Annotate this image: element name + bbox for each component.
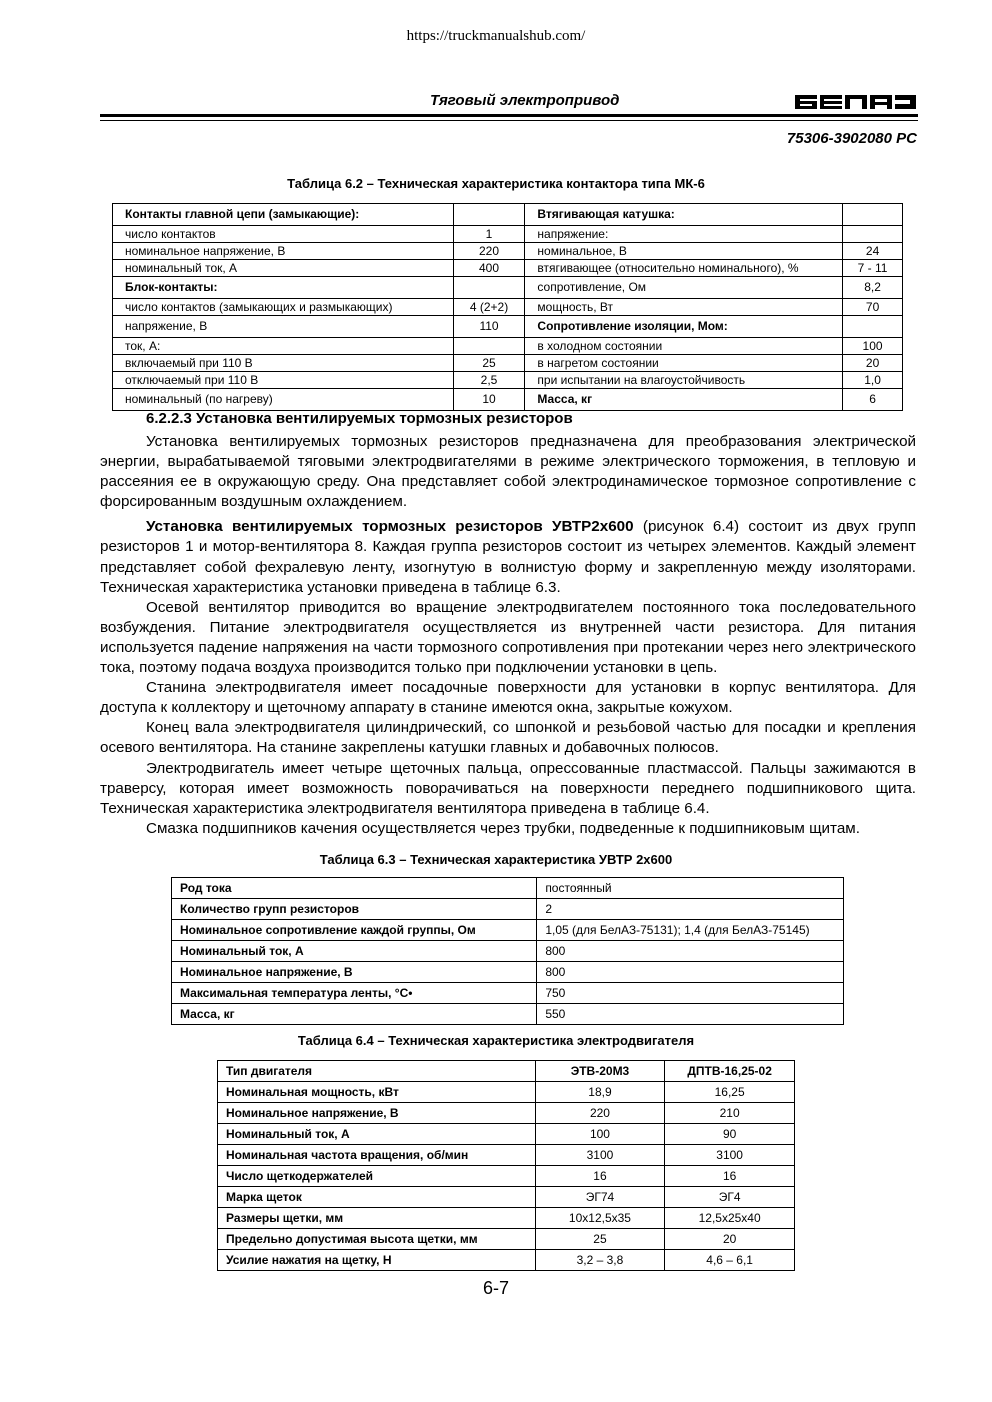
- param-value: [843, 204, 903, 226]
- table-row: [218, 1082, 795, 1103]
- param-value: 10х12,5х35: [535, 1208, 665, 1229]
- table-6-3-caption: Таблица 6.3 – Техническая характеристика УВТР 2х600: [319, 852, 673, 867]
- param-name: номинальное напряжение, В: [113, 243, 454, 260]
- header-rule-thick: [100, 114, 918, 117]
- param-value: [843, 226, 903, 243]
- table-row: [218, 1145, 795, 1166]
- param-value: 20: [665, 1229, 795, 1250]
- param-value: ЭГ4: [665, 1187, 795, 1208]
- table-header-row: [218, 1061, 795, 1082]
- param-name: Количество групп резисторов: [172, 899, 537, 920]
- param-name: номинальный ток, А: [113, 260, 454, 277]
- param-name: номинальный (по нагреву): [113, 389, 454, 411]
- table-row: [218, 1250, 795, 1271]
- param-value: 750: [537, 983, 844, 1004]
- param-value: 6: [843, 389, 903, 411]
- section-body: [100, 432, 916, 839]
- param-value: 110: [453, 316, 525, 338]
- table-row: [172, 983, 844, 1004]
- param-value: 10: [453, 389, 525, 411]
- table-row: [218, 1166, 795, 1187]
- param-value: 12,5х25х40: [665, 1208, 795, 1229]
- table-row: [113, 355, 903, 372]
- table-row: [218, 1229, 795, 1250]
- param-name: Номинальный ток, А: [218, 1124, 536, 1145]
- column-header: ДПТВ-16,25-02: [665, 1061, 795, 1082]
- table-row: [113, 260, 903, 277]
- param-value: [453, 277, 525, 299]
- param-name: Предельно допустимая высота щетки, мм: [218, 1229, 536, 1250]
- table-row: [172, 962, 844, 983]
- paragraph-2: [100, 517, 916, 597]
- table-6-4: [217, 1060, 795, 1271]
- column-header: ЭТВ-20М3: [535, 1061, 665, 1082]
- param-name: Род тока: [172, 878, 537, 899]
- param-value: 2,5: [453, 372, 525, 389]
- table-row: [172, 1004, 844, 1025]
- param-name: номинальное, В: [525, 243, 843, 260]
- param-name: Масса, кг: [525, 389, 843, 411]
- param-value: 20: [843, 355, 903, 372]
- param-name: при испытании на влагоустойчивость: [525, 372, 843, 389]
- table-row: [113, 277, 903, 299]
- param-name: число контактов (замыкающих и размыкающих): [113, 299, 454, 316]
- param-value: 220: [535, 1103, 665, 1124]
- document-number: 75306-3902080 РС: [786, 130, 917, 147]
- param-name: Номинальное сопротивление каждой группы, Ом: [172, 920, 537, 941]
- page-number: 6-7: [482, 1278, 509, 1298]
- param-value: 3100: [665, 1145, 795, 1166]
- table-row: [172, 920, 844, 941]
- param-value: 4 (2+2): [453, 299, 525, 316]
- param-value: [843, 316, 903, 338]
- belaz-logo: [795, 95, 916, 109]
- param-name: сопротивление, Ом: [525, 277, 843, 299]
- table-row: [113, 372, 903, 389]
- param-name: втягивающее (относительно номинального), %: [525, 260, 843, 277]
- table-row: [113, 338, 903, 355]
- param-value: 1,0: [843, 372, 903, 389]
- table-row: [113, 243, 903, 260]
- paragraph-7: Смазка подшипников качения осуществляется через трубки, подведенные к подшипниковым щитам.: [146, 819, 860, 837]
- paragraph-4: Станина электродвигателя имеет посадочные поверхности для установки в корпус вентилятора. Для доступа к коллектору и щеточному аппарату в станине имеются окна, закрытые кожухом.: [100, 679, 916, 717]
- param-name: Номинальная частота вращения, об/мин: [218, 1145, 536, 1166]
- param-name: Усилие нажатия на щетку, Н: [218, 1250, 536, 1271]
- param-value: 25: [453, 355, 525, 372]
- param-value: 800: [537, 962, 844, 983]
- param-name: Размеры щетки, мм: [218, 1208, 536, 1229]
- param-name: Максимальная температура ленты, °С•: [172, 983, 537, 1004]
- param-value: 1,05 (для БелАЗ-75131); 1,4 (для БелАЗ-75145): [537, 920, 844, 941]
- param-name: ток, А:: [113, 338, 454, 355]
- param-value: 16: [665, 1166, 795, 1187]
- param-name: в холодном состоянии: [525, 338, 843, 355]
- param-value: 800: [537, 941, 844, 962]
- param-value: 400: [453, 260, 525, 277]
- table-row: [218, 1208, 795, 1229]
- param-name: Номинальное напряжение, В: [218, 1103, 536, 1124]
- param-name: Номинальный ток, А: [172, 941, 537, 962]
- param-value: 220: [453, 243, 525, 260]
- paragraph-6: Электродвигатель имеет четыре щеточных пальца, опрессованные пластмассой. Пальцы зажимаются в траверсу, которая имеет возможность поворачиваться на поверхности переднего подшипникового щита. Техническая характеристика электродвигателя вентилятора приведена в таблице 6.4.: [100, 759, 916, 817]
- param-name: напряжение, В: [113, 316, 454, 338]
- column-header: Тип двигателя: [218, 1061, 536, 1082]
- param-name: Масса, кг: [172, 1004, 537, 1025]
- param-name: Номинальная мощность, кВт: [218, 1082, 536, 1103]
- param-name: отключаемый при 110 В: [113, 372, 454, 389]
- table-row: [172, 899, 844, 920]
- param-value: 4,6 – 6,1: [665, 1250, 795, 1271]
- table-6-3: [171, 877, 844, 1025]
- table-row: [113, 299, 903, 316]
- param-name: напряжение:: [525, 226, 843, 243]
- param-value: 1: [453, 226, 525, 243]
- paragraph-1: Установка вентилируемых тормозных резисторов предназначена для преобразования электрической энергии, вырабатываемой тяговыми электродвигателями в режиме электрического торможения, в тепловую и рассеяния ее в окружающую среду. Она представляет собой электродинамическое тормозное сопротивление с форсированным воздушным охлаждением.: [100, 433, 916, 511]
- param-value: 3,2 – 3,8: [535, 1250, 665, 1271]
- param-name: Контакты главной цепи (замыкающие):: [113, 204, 454, 226]
- table-6-2-caption: Таблица 6.2 – Техническая характеристика контактора типа МК-6: [287, 176, 705, 191]
- param-name: Число щеткодержателей: [218, 1166, 536, 1187]
- paragraph-5: Конец вала электродвигателя цилиндрический, со шпонкой и резьбовой частью для посадки и крепления осевого вентилятора. На станине закреплены катушки главных и добавочных полюсов.: [100, 719, 916, 757]
- param-value: [453, 204, 525, 226]
- table-row: [172, 941, 844, 962]
- param-value: 100: [843, 338, 903, 355]
- param-value: 550: [537, 1004, 844, 1025]
- header-rule-thin: [100, 120, 918, 121]
- table-row: [113, 204, 903, 226]
- table-row: [113, 226, 903, 243]
- table-6-2: [112, 203, 903, 411]
- section-heading: 6.2.2.3 Установка вентилируемых тормозных резисторов: [146, 410, 573, 427]
- param-name: мощность, Вт: [525, 299, 843, 316]
- param-value: 7 - 11: [843, 260, 903, 277]
- param-name: Номинальное напряжение, В: [172, 962, 537, 983]
- param-value: 70: [843, 299, 903, 316]
- running-header-title: Тяговый электропривод: [430, 92, 620, 109]
- param-name: включаемый при 110 В: [113, 355, 454, 372]
- paragraph-2-rest: (рисунок 6.4) состоит из двух групп резисторов 1 и мотор-вентилятора 8. Каждая группа резисторов состоит из четырех элементов. Каждый элемент представляет собой фехралевую ленту, изогнутую в волнистую форму и закрепленную между изоляторами. Техническая характеристика установки приведена в таблице 6.3.: [100, 518, 916, 596]
- param-name: число контактов: [113, 226, 454, 243]
- table-row: [113, 316, 903, 338]
- param-value: 16: [535, 1166, 665, 1187]
- param-value: ЭГ74: [535, 1187, 665, 1208]
- param-name: в нагретом состоянии: [525, 355, 843, 372]
- param-name: Втягивающая катушка:: [525, 204, 843, 226]
- source-url[interactable]: https://truckmanualshub.com/: [406, 28, 586, 44]
- paragraph-2-bold: Установка вентилируемых тормозных резисторов УВТР2х600: [146, 518, 634, 536]
- param-value: 100: [535, 1124, 665, 1145]
- table-row: [113, 389, 903, 411]
- param-value: 3100: [535, 1145, 665, 1166]
- table-row: [218, 1187, 795, 1208]
- param-value: 24: [843, 243, 903, 260]
- param-value: 210: [665, 1103, 795, 1124]
- table-row: [172, 878, 844, 899]
- param-name: Блок-контакты:: [113, 277, 454, 299]
- table-6-4-caption: Таблица 6.4 – Техническая характеристика электродвигателя: [297, 1033, 695, 1048]
- param-name: Сопротивление изоляции, Мом:: [525, 316, 843, 338]
- param-value: 18,9: [535, 1082, 665, 1103]
- table-row: [218, 1124, 795, 1145]
- param-value: 16,25: [665, 1082, 795, 1103]
- paragraph-3: Осевой вентилятор приводится во вращение электродвигателем постоянного тока последовательного возбуждения. Питание электродвигателя осуществляется из внутренней части резистора. Для питания используется падение напряжения на части тормозного сопротивления при протекании через него электрического тока, поэтому подача воздуха производится только при подключении установки в цепь.: [100, 598, 916, 677]
- param-value: постоянный: [537, 878, 844, 899]
- param-name: Марка щеток: [218, 1187, 536, 1208]
- param-value: [453, 338, 525, 355]
- param-value: 2: [537, 899, 844, 920]
- param-value: 90: [665, 1124, 795, 1145]
- param-value: 25: [535, 1229, 665, 1250]
- param-value: 8,2: [843, 277, 903, 299]
- table-row: [218, 1103, 795, 1124]
